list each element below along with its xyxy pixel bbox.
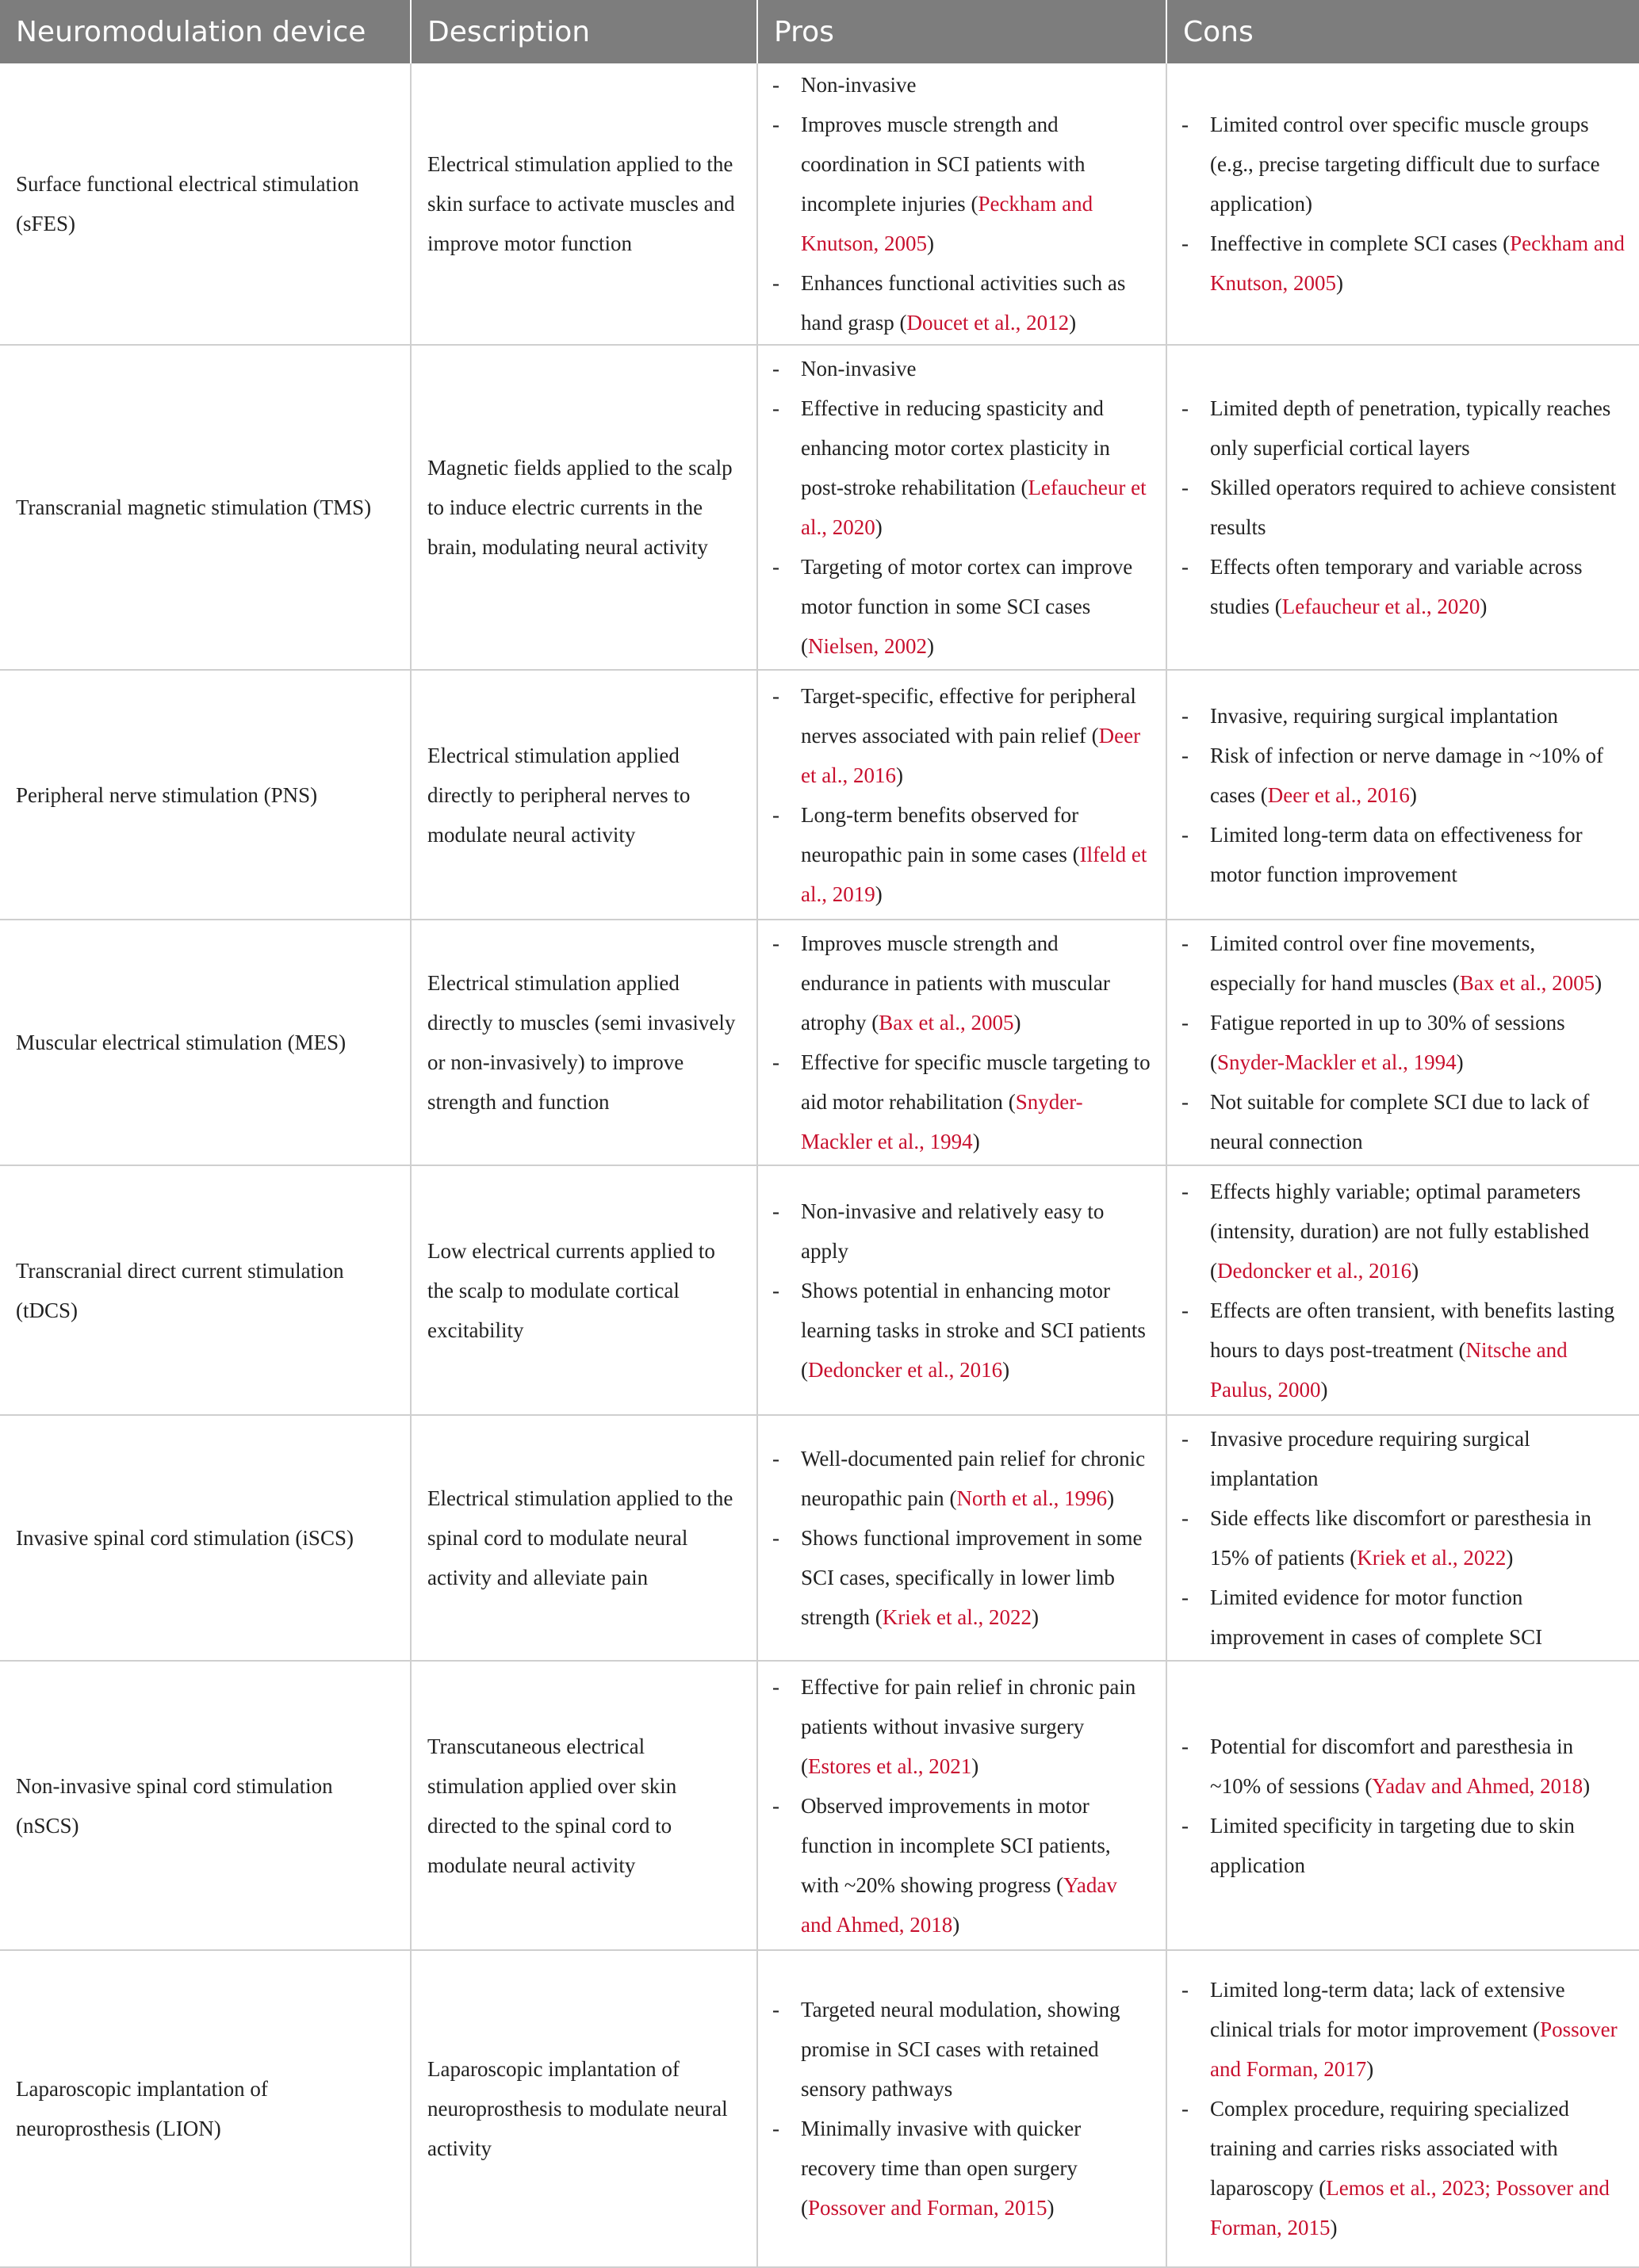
table-row [0, 345, 1639, 670]
citation-link[interactable]: Bax et al., 2005 [879, 1011, 1014, 1035]
citation-link[interactable]: Bax et al., 2005 [1459, 971, 1595, 995]
header-row [0, 0, 1639, 63]
cons-cell [1166, 1950, 1639, 2267]
cons-item-text: Limited evidence for motor function improvement in cases of complete SCI [1210, 1585, 1543, 1649]
cons-item [1181, 1082, 1625, 1161]
pros-item-text: Effective for specific muscle targeting to aid motor rehabilitation [801, 1050, 1151, 1114]
header-device: Neuromodulation device [0, 0, 411, 63]
citation-link[interactable]: North et al., 1996 [956, 1486, 1108, 1510]
cons-item: - Fatigue reported in up to 30% of sessions (Snyder-Mackler et al., 1994) [1181, 1003, 1625, 1082]
description-cell: Electrical stimulation applied to the spinal cord to modulate neural activity and alleviate pain [411, 1415, 757, 1661]
pros-item-text: Effective for pain relief in chronic pain patients without invasive surgery [801, 1674, 1136, 1738]
cons-cell [1166, 1165, 1639, 1415]
citation-link[interactable]: Nitsche and Paulus, 2000 [1210, 1337, 1568, 1402]
cons-item: - Risk of infection or nerve damage in ~10% of cases (Deer et al., 2016) [1181, 736, 1625, 815]
pros-list [772, 1191, 1151, 1390]
pros-item: - Effective for specific muscle targeting to aid motor rehabilitation (Snyder-Mackler et al., 1994) [772, 1042, 1151, 1161]
pros-item: - Well-documented pain relief for chronic neuropathic pain (North et al., 1996) [772, 1439, 1151, 1518]
pros-list [772, 1439, 1151, 1637]
table-row [0, 1165, 1639, 1415]
table-row [0, 1950, 1639, 2267]
citation-link[interactable]: Yadav and Ahmed, 2018 [801, 1872, 1117, 1937]
citation-link[interactable]: Dedoncker et al., 2016 [1217, 1258, 1412, 1283]
device-cell: Transcranial magnetic stimulation (TMS) [0, 345, 411, 670]
table-row [0, 920, 1639, 1165]
citation-link[interactable]: Snyder-Mackler et al., 1994 [1217, 1050, 1457, 1074]
table-row [0, 63, 1639, 345]
description-cell: Laparoscopic implantation of neuroprosthesis to modulate neural activity [411, 1950, 757, 2267]
cons-item [1181, 1578, 1625, 1657]
cons-cell [1166, 1661, 1639, 1950]
header-description: Description [411, 0, 757, 63]
pros-item-text: Minimally invasive with quicker recovery time than open surgery [801, 2117, 1082, 2180]
cons-list [1181, 105, 1625, 303]
pros-item [772, 65, 1151, 105]
citation-link[interactable]: Kriek et al., 2022 [882, 1605, 1032, 1629]
pros-item-text: Targeted neural modulation, showing promise in SCI cases with retained sensory pathways [801, 1998, 1120, 2101]
cons-item-text: Effects highly variable; optimal parameters (intensity, duration) are not fully established [1210, 1179, 1590, 1243]
citation-link[interactable]: Possover and Forman, 2015 [808, 2196, 1047, 2220]
cons-item-text: Limited control over fine movements, especially for hand muscles [1210, 931, 1536, 995]
cons-list [1181, 388, 1625, 626]
pros-list [772, 349, 1151, 666]
pros-cell [757, 1415, 1166, 1661]
cons-list [1181, 1419, 1625, 1657]
cons-item-text: Side effects like discomfort or paresthesia in 15% of patients [1210, 1506, 1591, 1570]
cons-item [1181, 388, 1625, 468]
cons-item-text: Limited depth of penetration, typically reaches only superficial cortical layers [1210, 396, 1611, 460]
description-cell: Transcutaneous electrical stimulation applied over skin directed to the spinal cord to modulate neural activity [411, 1661, 757, 1950]
cons-cell [1166, 345, 1639, 670]
cons-item-text: Effects often temporary and variable across studies [1210, 555, 1583, 618]
cons-item [1181, 105, 1625, 224]
header-pros: Pros [757, 0, 1166, 63]
pros-cell [757, 63, 1166, 345]
pros-item: - Improves muscle strength and endurance in patients with muscular atrophy (Bax et al., 2005) [772, 924, 1151, 1042]
cons-item-text: Limited specificity in targeting due to skin application [1210, 1813, 1575, 1877]
device-cell: Transcranial direct current stimulation (tDCS) [0, 1165, 411, 1415]
cons-item-text: Skilled operators required to achieve consistent results [1210, 476, 1617, 539]
pros-item-text: Target-specific, effective for peripheral nerves associated with pain relief [801, 683, 1136, 748]
cons-item [1181, 1806, 1625, 1885]
table-body [0, 63, 1639, 2267]
pros-item: - Observed improvements in motor function in incomplete SCI patients, with ~20% showing progress (Yadav and Ahmed, 2018) [772, 1786, 1151, 1945]
pros-cell [757, 920, 1166, 1165]
pros-item-text: Effective in reducing spasticity and enhancing motor cortex plasticity in post-stroke rehabilitation [801, 396, 1110, 499]
cons-item-text: Limited long-term data; lack of extensive clinical trials for motor improvement [1210, 1978, 1565, 2041]
citation-link[interactable]: Deer et al., 2016 [1267, 782, 1410, 807]
pros-item-text: Observed improvements in motor function in incomplete SCI patients, with ~20% showing progress [801, 1793, 1111, 1897]
cons-list [1181, 1727, 1625, 1885]
pros-item-text: Enhances functional activities such as hand grasp [801, 271, 1126, 335]
pros-list [772, 1667, 1151, 1945]
cons-item: - Complex procedure, requiring specialized training and carries risks associated with laparoscopy (Lemos et al., 2023; Possover and Forman, 2015) [1181, 2089, 1625, 2247]
cons-item-text: Invasive procedure requiring surgical implantation [1210, 1427, 1530, 1490]
cons-item: - Limited long-term data; lack of extensive clinical trials for motor improvement (Possover and Forman, 2017) [1181, 1970, 1625, 2089]
pros-item-text: Well-documented pain relief for chronic neuropathic pain [801, 1447, 1146, 1510]
cons-item-text: Complex procedure, requiring specialized training and carries risks associated with laparoscopy [1210, 2097, 1569, 2200]
cons-list [1181, 1172, 1625, 1409]
cons-list [1181, 696, 1625, 894]
description-cell: Electrical stimulation applied to the skin surface to activate muscles and improve motor function [411, 63, 757, 345]
pros-cell [757, 345, 1166, 670]
pros-item [772, 349, 1151, 388]
device-cell: Surface functional electrical stimulation (sFES) [0, 63, 411, 345]
pros-item-text: Improves muscle strength and coordination in SCI patients with incomplete injuries [801, 113, 1086, 216]
pros-item: - Targeting of motor cortex can improve motor function in some SCI cases (Nielsen, 2002) [772, 547, 1151, 666]
cons-item [1181, 468, 1625, 547]
cons-cell [1166, 670, 1639, 920]
citation-link[interactable]: Lefaucheur et al., 2020 [801, 476, 1147, 539]
cons-list [1181, 1970, 1625, 2247]
cons-cell [1166, 63, 1639, 345]
pros-list [772, 924, 1151, 1161]
cons-item-text: Limited long-term data on effectiveness for motor function improvement [1210, 822, 1583, 886]
citation-link[interactable]: Nielsen, 2002 [808, 634, 927, 658]
pros-item: - Effective in reducing spasticity and enhancing motor cortex plasticity in post-stroke rehabilitation (Lefaucheur et al., 2020) [772, 388, 1151, 547]
cons-item-text: Not suitable for complete SCI due to lack of neural connection [1210, 1090, 1590, 1153]
pros-item: - Shows potential in enhancing motor learning tasks in stroke and SCI patients (Dedoncker et al., 2016) [772, 1271, 1151, 1390]
cons-item-text: Ineffective in complete SCI cases [1210, 231, 1498, 255]
cons-item-text: Invasive, requiring surgical implantation [1210, 703, 1558, 728]
cons-item-text: Effects are often transient, with benefits lasting hours to days post-treatment [1210, 1298, 1615, 1362]
pros-list [772, 676, 1151, 914]
cons-item [1181, 696, 1625, 736]
citation-link[interactable]: Deer et al., 2016 [801, 723, 1141, 787]
cons-cell [1166, 1415, 1639, 1661]
pros-item [772, 1990, 1151, 2109]
cons-item [1181, 815, 1625, 894]
device-cell: Peripheral nerve stimulation (PNS) [0, 670, 411, 920]
citation-link[interactable]: Lefaucheur et al., 2020 [1281, 595, 1480, 618]
device-cell: Muscular electrical stimulation (MES) [0, 920, 411, 1165]
description-cell: Low electrical currents applied to the scalp to modulate cortical excitability [411, 1165, 757, 1415]
pros-item-text: Improves muscle strength and endurance in patients with muscular atrophy [801, 931, 1110, 1035]
citation-link[interactable]: Lemos et al., 2023; Possover and Forman, 2015 [1210, 2176, 1610, 2239]
pros-cell [757, 1950, 1166, 2267]
pros-item-text: Shows potential in enhancing motor learning tasks in stroke and SCI patients [801, 1278, 1146, 1342]
pros-cell [757, 670, 1166, 920]
header-cons: Cons [1166, 0, 1639, 63]
cons-cell [1166, 920, 1639, 1165]
pros-list [772, 1990, 1151, 2228]
pros-cell [757, 1165, 1166, 1415]
description-cell: Electrical stimulation applied directly to muscles (semi invasively or non-invasively) to improve strength and function [411, 920, 757, 1165]
table-row [0, 1661, 1639, 1950]
description-cell: Electrical stimulation applied directly to peripheral nerves to modulate neural activity [411, 670, 757, 920]
cons-list [1181, 924, 1625, 1161]
pros-item: - Minimally invasive with quicker recovery time than open surgery (Possover and Forman, 2015) [772, 2109, 1151, 2228]
citation-link[interactable]: Dedoncker et al., 2016 [808, 1357, 1003, 1382]
pros-item: - Target-specific, effective for peripheral nerves associated with pain relief (Deer et al., 2016) [772, 676, 1151, 795]
cons-item: - Potential for discomfort and paresthesia in ~10% of sessions (Yadav and Ahmed, 2018) [1181, 1727, 1625, 1806]
citation-link[interactable]: Possover and Forman, 2017 [1210, 2017, 1618, 2081]
citation-link[interactable]: Peckham and Knutson, 2005 [801, 192, 1093, 255]
cons-item: - Side effects like discomfort or paresthesia in 15% of patients (Kriek et al., 2022) [1181, 1498, 1625, 1578]
device-cell: Laparoscopic implantation of neuroprosthesis (LION) [0, 1950, 411, 2267]
table-header [0, 0, 1639, 63]
pros-list [772, 65, 1151, 342]
pros-item: - Shows functional improvement in some SCI cases, specifically in lower limb strength (Kriek et al., 2022) [772, 1518, 1151, 1637]
cons-item-text: Fatigue reported in up to 30% of sessions [1210, 1011, 1565, 1035]
pros-item [772, 1191, 1151, 1271]
cons-item-text: Potential for discomfort and paresthesia in ~10% of sessions [1210, 1734, 1574, 1798]
pros-item-text: Non-invasive [801, 73, 917, 97]
citation-link[interactable]: Kriek et al., 2022 [1357, 1546, 1507, 1570]
cons-item [1181, 1419, 1625, 1498]
cons-item: - Limited control over fine movements, especially for hand muscles (Bax et al., 2005) [1181, 924, 1625, 1003]
table-row [0, 670, 1639, 920]
cons-item-text: Limited control over specific muscle groups (e.g., precise targeting difficult due to surface application) [1210, 113, 1600, 216]
pros-item: - Improves muscle strength and coordination in SCI patients with incomplete injuries (Peckham and Knutson, 2005) [772, 105, 1151, 263]
device-cell: Invasive spinal cord stimulation (iSCS) [0, 1415, 411, 1661]
pros-item-text: Non-invasive [801, 357, 917, 381]
citation-link[interactable]: Snyder-Mackler et al., 1994 [801, 1090, 1083, 1153]
table-row [0, 1415, 1639, 1661]
pros-item-text: Long-term benefits observed for neuropathic pain in some cases [801, 802, 1079, 866]
citation-link[interactable]: Yadav and Ahmed, 2018 [1372, 1773, 1583, 1798]
citation-link[interactable]: Ilfeld et al., 2019 [801, 842, 1147, 906]
description-cell: Magnetic fields applied to the scalp to induce electric currents in the brain, modulating neural activity [411, 345, 757, 670]
pros-item: - Enhances functional activities such as hand grasp (Doucet et al., 2012) [772, 263, 1151, 342]
pros-cell [757, 1661, 1166, 1950]
citation-link[interactable]: Peckham and Knutson, 2005 [1210, 231, 1625, 295]
pros-item: - Effective for pain relief in chronic pain patients without invasive surgery (Estores et al., 2021) [772, 1667, 1151, 1786]
citation-link[interactable]: Estores et al., 2021 [808, 1754, 972, 1778]
cons-item: - Ineffective in complete SCI cases (Peckham and Knutson, 2005) [1181, 224, 1625, 303]
cons-item: - Effects highly variable; optimal parameters (intensity, duration) are not fully established (Dedoncker et al., 2016) [1181, 1172, 1625, 1291]
pros-item: - Long-term benefits observed for neuropathic pain in some cases (Ilfeld et al., 2019) [772, 795, 1151, 914]
pros-item-text: Shows functional improvement in some SCI cases, specifically in lower limb strength [801, 1526, 1143, 1629]
citation-link[interactable]: Doucet et al., 2012 [906, 311, 1070, 335]
device-cell: Non-invasive spinal cord stimulation (nSCS) [0, 1661, 411, 1950]
cons-item: - Effects are often transient, with benefits lasting hours to days post-treatment (Nitsche and Paulus, 2000) [1181, 1291, 1625, 1409]
pros-item-text: Targeting of motor cortex can improve motor function in some SCI cases [801, 555, 1133, 618]
cons-item-text: Risk of infection or nerve damage in ~10% of cases [1210, 743, 1603, 807]
pros-item-text: Non-invasive and relatively easy to apply [801, 1199, 1105, 1263]
cons-item: - Effects often temporary and variable across studies (Lefaucheur et al., 2020) [1181, 547, 1625, 626]
